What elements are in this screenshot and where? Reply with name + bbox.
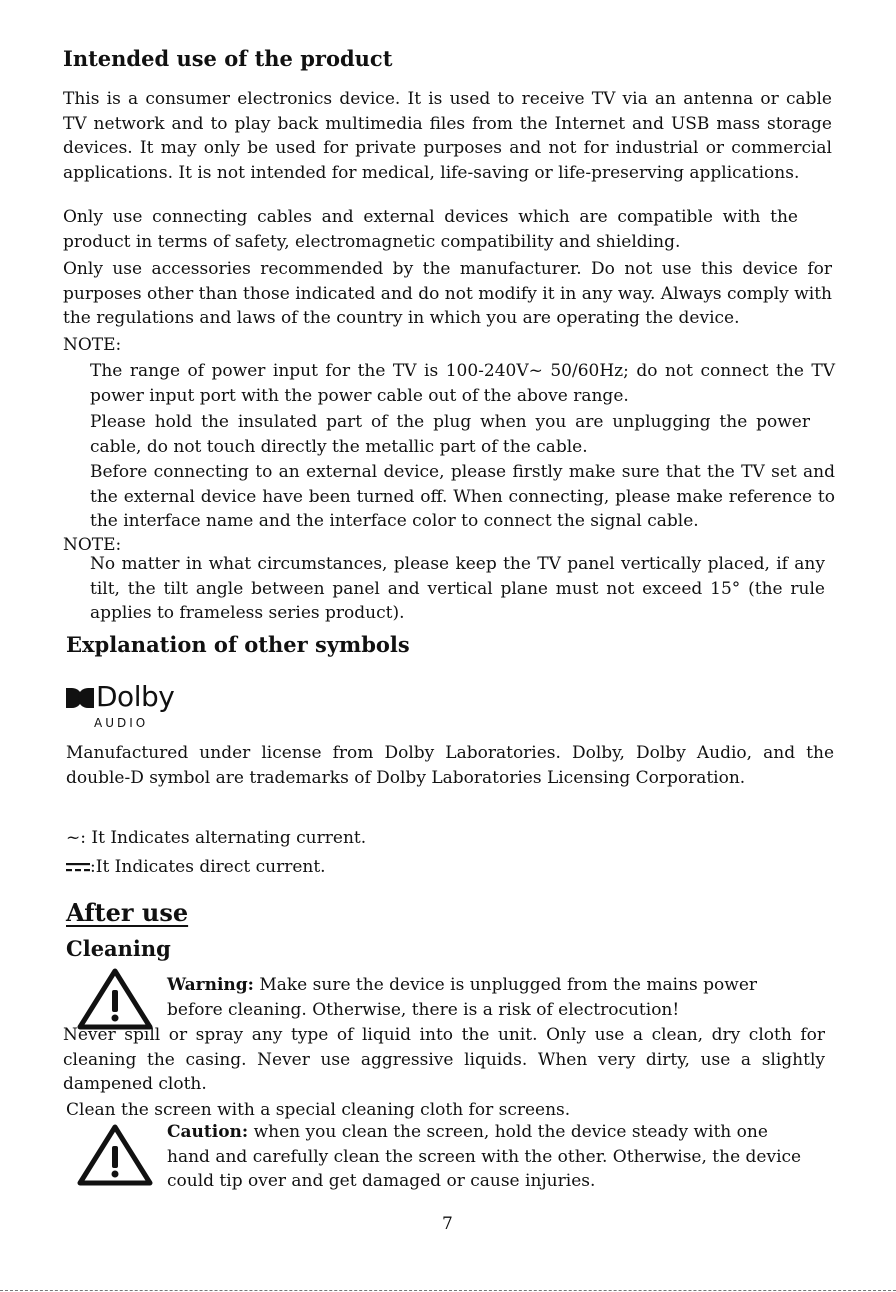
dolby-license-text: Manufactured under license from Dolby Laboratories. Dolby, Dolby Audio, and the double-D symbol are trademarks of Dolby Laboratories Licensing Corporation. bbox=[66, 743, 834, 788]
warning-text: Make sure the device is unplugged from the mains power before cleaning. Otherwise, there is a risk of electrocution! bbox=[167, 975, 758, 1020]
note-label-2: NOTE: bbox=[63, 535, 122, 555]
note-item-unplugging: Please hold the insulated part of the plug when you are unplugging the power cable, do not touch directly the metallic part of the cable. bbox=[90, 412, 810, 457]
caution-triangle-icon bbox=[77, 1124, 153, 1186]
section-title-symbols: Explanation of other symbols bbox=[66, 632, 410, 657]
section-title-after-use: After use bbox=[66, 898, 189, 927]
caution-text: when you clean the screen, hold the device steady with one hand and carefully clean the screen with the other. Otherwise, the device could tip over and get damaged or cause injuries. bbox=[167, 1122, 802, 1191]
dolby-double-d-icon bbox=[66, 688, 94, 708]
warning-triangle-icon bbox=[77, 968, 153, 1030]
caution-label: Caution: bbox=[167, 1122, 249, 1142]
dolby-audio-logo bbox=[66, 680, 186, 732]
note-vertical-placement: No matter in what circumstances, please keep the TV panel vertically placed, if any tilt, the tilt angle between panel and vertical plane must not exceed 15° (the rule applies to frameless series product). bbox=[90, 554, 825, 623]
page-bottom-border bbox=[0, 1290, 896, 1291]
cleaning-paragraph-2: Clean the screen with a special cleaning cloth for screens. bbox=[66, 1100, 571, 1120]
dc-symbol-text: :It Indicates direct current. bbox=[90, 857, 326, 877]
page-number: 7 bbox=[442, 1214, 453, 1234]
note-label-1: NOTE: bbox=[63, 335, 122, 355]
dolby-logo-subtitle: AUDIO bbox=[94, 716, 149, 730]
dc-symbol-line bbox=[66, 855, 326, 880]
direct-current-icon bbox=[66, 861, 90, 873]
warning-note bbox=[167, 973, 807, 1022]
subsection-title-cleaning: Cleaning bbox=[66, 936, 171, 961]
note-item-external-device: Before connecting to an external device, please firstly make sure that the TV set and the external device have been turned off. When connecting, please make reference to the interface name and the interface color to connect the signal cable. bbox=[90, 462, 835, 531]
note-item-power-range: The range of power input for the TV is 100-240V~ 50/60Hz; do not connect the TV power input port with the power cable out of the above range. bbox=[90, 361, 835, 406]
dolby-logo-word: Dolby bbox=[96, 680, 175, 713]
intended-use-paragraph-3: Only use accessories recommended by the manufacturer. Do not use this device for purposes other than those indicated and do not modify it in any way. Always comply with the regulations and laws of the country in which you are operating the device. bbox=[63, 259, 832, 328]
caution-note bbox=[167, 1120, 812, 1194]
intended-use-paragraph-2: Only use connecting cables and external devices which are compatible with the product in terms of safety, electromagnetic compatibility and shielding. bbox=[63, 207, 798, 252]
cleaning-paragraph-1: Never spill or spray any type of liquid into the unit. Only use a clean, dry cloth for cleaning the casing. Never use aggressive liquids. When very dirty, use a slightly dampened cloth. bbox=[63, 1025, 825, 1094]
ac-symbol-text: ~: It Indicates alternating current. bbox=[66, 828, 367, 848]
intended-use-paragraph-1: This is a consumer electronics device. It is used to receive TV via an antenna or cable TV network and to play back multimedia files from the Internet and USB mass storage devices. It may only be used for private purposes and not for industrial or commercial applications. It is not intended for medical, life-saving or life-preserving applications. bbox=[63, 89, 832, 183]
section-title-intended-use: Intended use of the product bbox=[63, 46, 393, 71]
warning-label: Warning: bbox=[167, 975, 254, 995]
